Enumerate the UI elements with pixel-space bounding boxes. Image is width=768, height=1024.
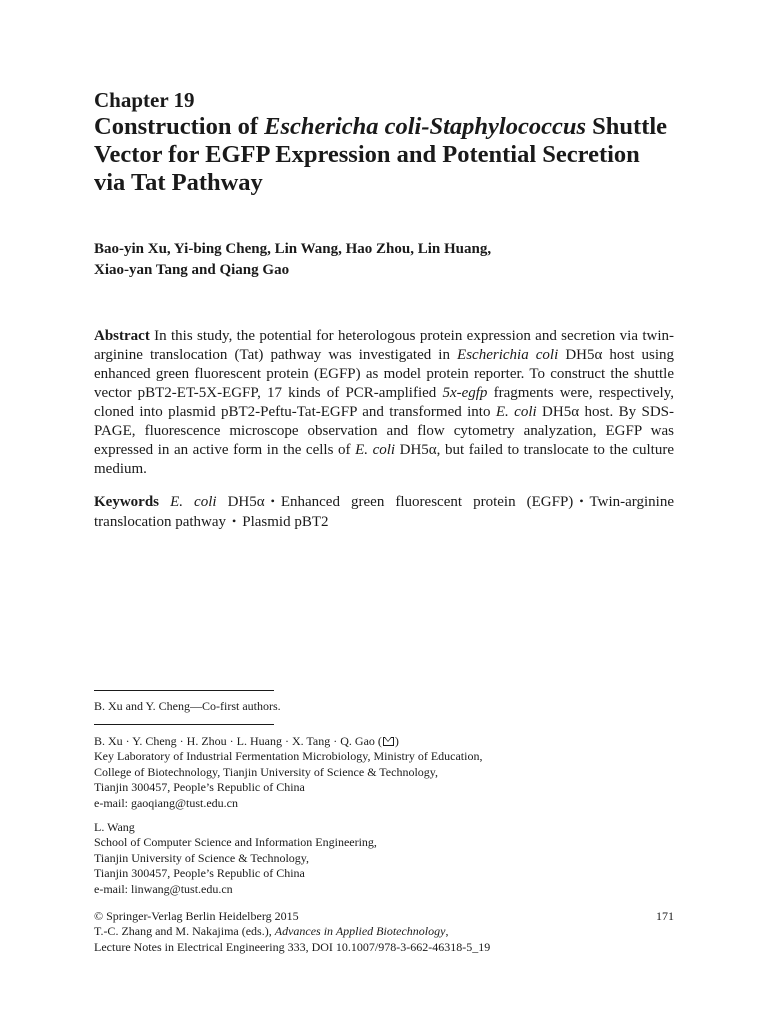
chapter-title [94,113,674,197]
keyword-separator: • [579,494,584,508]
affiliation-1-line-2: Key Laboratory of Industrial Fermentation Microbiology, Ministry of Education, [94,749,483,764]
keyword-4: Plasmid pBT2 [242,514,329,530]
abstract-italic-1: Escherichia coli [457,347,559,363]
affiliation-2-email: e-mail: linwang@tust.edu.cn [94,881,233,896]
abstract-text-4: DH5α host. By SDS-PAGE, fluorescence microscope observation and flow cytometry analyzation, EGFP was expressed in an active form in the cells of [94,404,674,458]
affiliation-2-name: L. Wang [94,820,135,834]
keyword-2: Enhanced green fluorescent protein (EGFP) [280,494,574,510]
affiliation-divider [94,724,274,725]
title-part2: Shuttle Vector for EGFP Expression and Potential Secretion via Tat Pathway [94,113,668,196]
affiliation-2-line-4: Tianjin 300457, People’s Republic of China [94,866,305,881]
envelope-icon [383,737,394,746]
affiliation-2-line-2: School of Computer Science and Information Engineering, [94,835,377,850]
keyword-separator: • [270,494,275,508]
affiliation-1-names-text: B. Xu · Y. Cheng · H. Zhou · L. Huang · X. Tang · Q. Gao ( [94,734,382,748]
citation-editors: T.-C. Zhang and M. Nakajima (eds.), [94,924,275,939]
abstract-text-3: fragments were, respectively, cloned into plasmid pBT2-Peftu-Tat-EGFP and transformed into [94,385,674,420]
abstract-italic-3: E. coli [495,404,537,420]
abstract-text-1: In this study, the potential for heterologous protein expression and secretion via twin-arginine translocation (Tat) pathway was investigated in [94,328,674,363]
cofirst-footnote: B. Xu and Y. Cheng—Co-first authors. [94,699,281,713]
abstract-text-2: DH5α host using enhanced green fluorescent protein (EGFP) as model protein reporter. To construct the shuttle vector pBT2-ET-5X-EGFP, 17 kinds of PCR-amplified [94,347,674,401]
copyright-line: © Springer-Verlag Berlin Heidelberg 2015 [94,909,299,923]
keyword-1-rest: DH5α [216,494,265,510]
footnote-divider [94,690,274,691]
citation-book-title: Advances in Applied Biotechnology [274,924,446,939]
page-number: 171 [656,909,674,923]
authors-line-1: Bao-yin Xu, Yi-bing Cheng, Lin Wang, Hao Zhou, Lin Huang, [94,241,492,257]
affiliation-2-line-3: Tianjin University of Science & Technology, [94,850,310,865]
affiliation-1-email: e-mail: gaoqiang@tust.edu.cn [94,795,239,810]
affiliation-1-names [94,734,654,749]
authors-line-2: Xiao-yan Tang and Qiang Gao [94,262,290,278]
keywords [94,492,674,532]
chapter-header [94,88,674,532]
abstract [94,327,674,479]
affiliation-1-line-4: Tianjin 300457, People’s Republic of China [94,780,305,795]
keyword-3: Twin-arginine translocation pathway [94,494,675,530]
title-part1: Construction of [94,113,265,140]
keywords-heading: Keywords [94,494,159,510]
chapter-label: Chapter 19 [94,88,195,112]
series-line: Lecture Notes in Electrical Engineering 333, DOI 10.1007/978-3-662-46318-5_19 [94,939,491,954]
affiliation-1-line-3: College of Biotechnology, Tianjin University of Science & Technology, [94,764,439,779]
citation-line [94,924,674,939]
keyword-1-italic: E. coli [170,494,217,510]
title-italic: Eschericha coli-Staphylococcus [264,113,587,140]
abstract-italic-4: E. coli [355,442,396,458]
abstract-italic-2: 5x-egfp [442,385,488,401]
keyword-separator: • [232,514,237,528]
affiliation-block-2 [94,820,654,897]
abstract-heading: Abstract [94,328,150,344]
abstract-text-5: DH5α, but failed to translocate to the culture medium. [94,442,675,477]
affiliation-block-1 [94,734,654,811]
affiliation-1-names-close: ) [394,734,399,748]
citation-comma: , [445,924,449,939]
author-list [94,239,674,281]
page-footer [94,909,674,955]
